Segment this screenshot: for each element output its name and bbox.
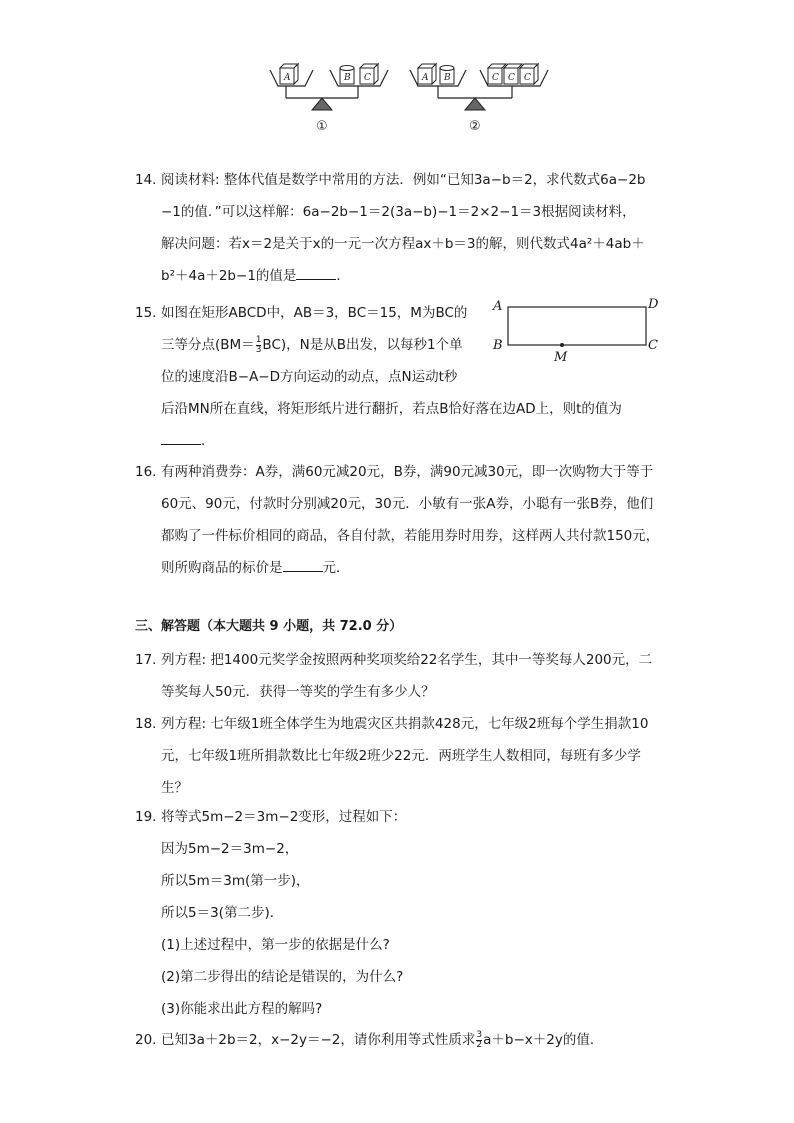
question-line: (1)上述过程中，第一步的依据是什么? (161, 937, 390, 953)
question-line: 都购了一件标价相同的商品，各自付款，若能用券时用券，这样两人共付款150元， (161, 528, 660, 544)
question-line: 将等式5m−2＝3m−2变形，过程如下： (161, 809, 407, 825)
question-line: −1的值．”可以这样解：6a−2b−1＝2(3a−b)−1＝2×2−1＝3根据阅读材料， (161, 204, 636, 220)
question-line: 60元、90元，付款时分别减20元，30元．小敏有一张A券，小聪有一张B券，他们 (161, 496, 654, 512)
block-label: C (364, 73, 371, 83)
label-c: C (648, 338, 658, 353)
question-body (161, 708, 648, 804)
question-line (161, 260, 646, 292)
question-text: a＋b−x＋2y的值． (483, 1032, 604, 1048)
question-body (161, 456, 659, 584)
question-body (161, 801, 406, 1025)
question-line: (2)第二步得出的结论是错误的，为什么? (161, 969, 404, 985)
question-body (161, 644, 652, 708)
question-text: 已知3a＋2b＝2，x−2y＝−2，请你利用等式性质求 (161, 1032, 476, 1048)
block-label: B (444, 73, 451, 83)
question-18 (135, 708, 695, 806)
block-label: B (344, 73, 351, 83)
fraction-one-third: $\frac{1}{3}$ (255, 334, 262, 355)
question-number: 16. (135, 464, 157, 480)
fraction-three-halves: $\frac{3}{2}$ (476, 1029, 483, 1050)
question-number: 17. (135, 652, 157, 668)
question-number: 15. (135, 305, 157, 321)
question-line: 等奖每人50元．获得一等奖的学生有多少人？ (161, 684, 435, 700)
question-line: 生？ (161, 780, 188, 796)
question-line: 位的速度沿B−A−D方向运动的动点，点N运动t秒 (161, 369, 458, 385)
question-number: 18. (135, 716, 157, 732)
balance-scales-drawing (250, 58, 550, 138)
block-label: C (508, 73, 515, 83)
question-line (161, 425, 622, 457)
figure-label-1: ① (316, 119, 328, 134)
question-text: 则所购商品的标价是 (161, 560, 283, 576)
question-line (161, 1024, 603, 1056)
punctuation: ． (201, 433, 215, 449)
question-body (161, 164, 646, 292)
question-line: (3)你能求出此方程的解吗? (161, 1001, 323, 1017)
question-14 (135, 164, 675, 294)
question-16 (135, 456, 695, 586)
block-label: C (492, 73, 499, 83)
block-label: A (284, 73, 291, 83)
rectangle-drawing (490, 295, 670, 370)
question-line: 因为5m−2＝3m−2， (161, 841, 299, 857)
section-title: 三、解答题（本大题共 9 小题，共 72.0 分） (135, 619, 403, 634)
label-b: B (493, 338, 503, 353)
question-number: 20. (135, 1032, 157, 1048)
block-label: A (422, 73, 429, 83)
label-d: D (648, 297, 659, 312)
question-line: 后沿MN所在直线，将矩形纸片进行翻折，若点B恰好落在边AD上，则t的值为 (161, 401, 622, 417)
question-text: BC)，N是从B出发，以每秒1个单 (262, 337, 463, 353)
question-17 (135, 644, 695, 710)
balance-scale-figure (250, 58, 550, 138)
question-line: 阅读材料: 整体代值是数学中常用的方法．例如“已知3a−b＝2，求代数式6a−2b (161, 172, 646, 188)
block-label: C (524, 73, 531, 83)
question-line: 列方程: 七年级1班全体学生为地震灾区共捐款428元，七年级2班每个学生捐款10 (161, 716, 649, 732)
fulcrum-1 (312, 98, 332, 110)
answer-blank[interactable] (296, 265, 336, 280)
figure-label-2: ② (469, 119, 481, 134)
punctuation: ． (336, 268, 350, 284)
question-number: 14. (135, 172, 157, 188)
question-line: 所以5m＝3m(第一步)， (161, 873, 310, 889)
fulcrum-2 (465, 98, 485, 110)
question-text: 元． (322, 560, 350, 576)
label-m: M (554, 350, 568, 365)
question-line: 元，七年级1班所捐款数比七年级2班少22元．两班学生人数相同，每班有多少学 (161, 748, 641, 764)
point-m (560, 343, 564, 347)
question-body (161, 1024, 603, 1056)
question-text: 三等分点(BM＝ (161, 337, 255, 353)
question-text: b²＋4a＋2b−1的值是 (161, 268, 297, 284)
label-a: A (493, 299, 503, 314)
question-19 (135, 801, 695, 1031)
question-line (161, 552, 659, 584)
answer-blank[interactable] (161, 430, 201, 445)
question-line: 有两种消费券：A券，满60元减20元，B券，满90元减30元，即一次购物大于等于 (161, 464, 654, 480)
question-number: 19. (135, 809, 157, 825)
question-line: 所以5＝3(第二步)． (161, 905, 284, 921)
question-line: 列方程: 把1400元奖学金按照两种奖项奖给22名学生，其中一等奖每人200元，二 (161, 652, 653, 668)
answer-blank[interactable] (283, 557, 323, 572)
rectangle-abcd-figure (490, 295, 670, 370)
question-line: 如图在矩形ABCD中，AB＝3，BC＝15，M为BC的 (161, 305, 468, 321)
question-line: 解决问题：若x＝2是关于x的一元一次方程ax＋b＝3的解，则代数式4a²＋4ab＋ (161, 236, 645, 252)
question-20 (135, 1024, 695, 1058)
